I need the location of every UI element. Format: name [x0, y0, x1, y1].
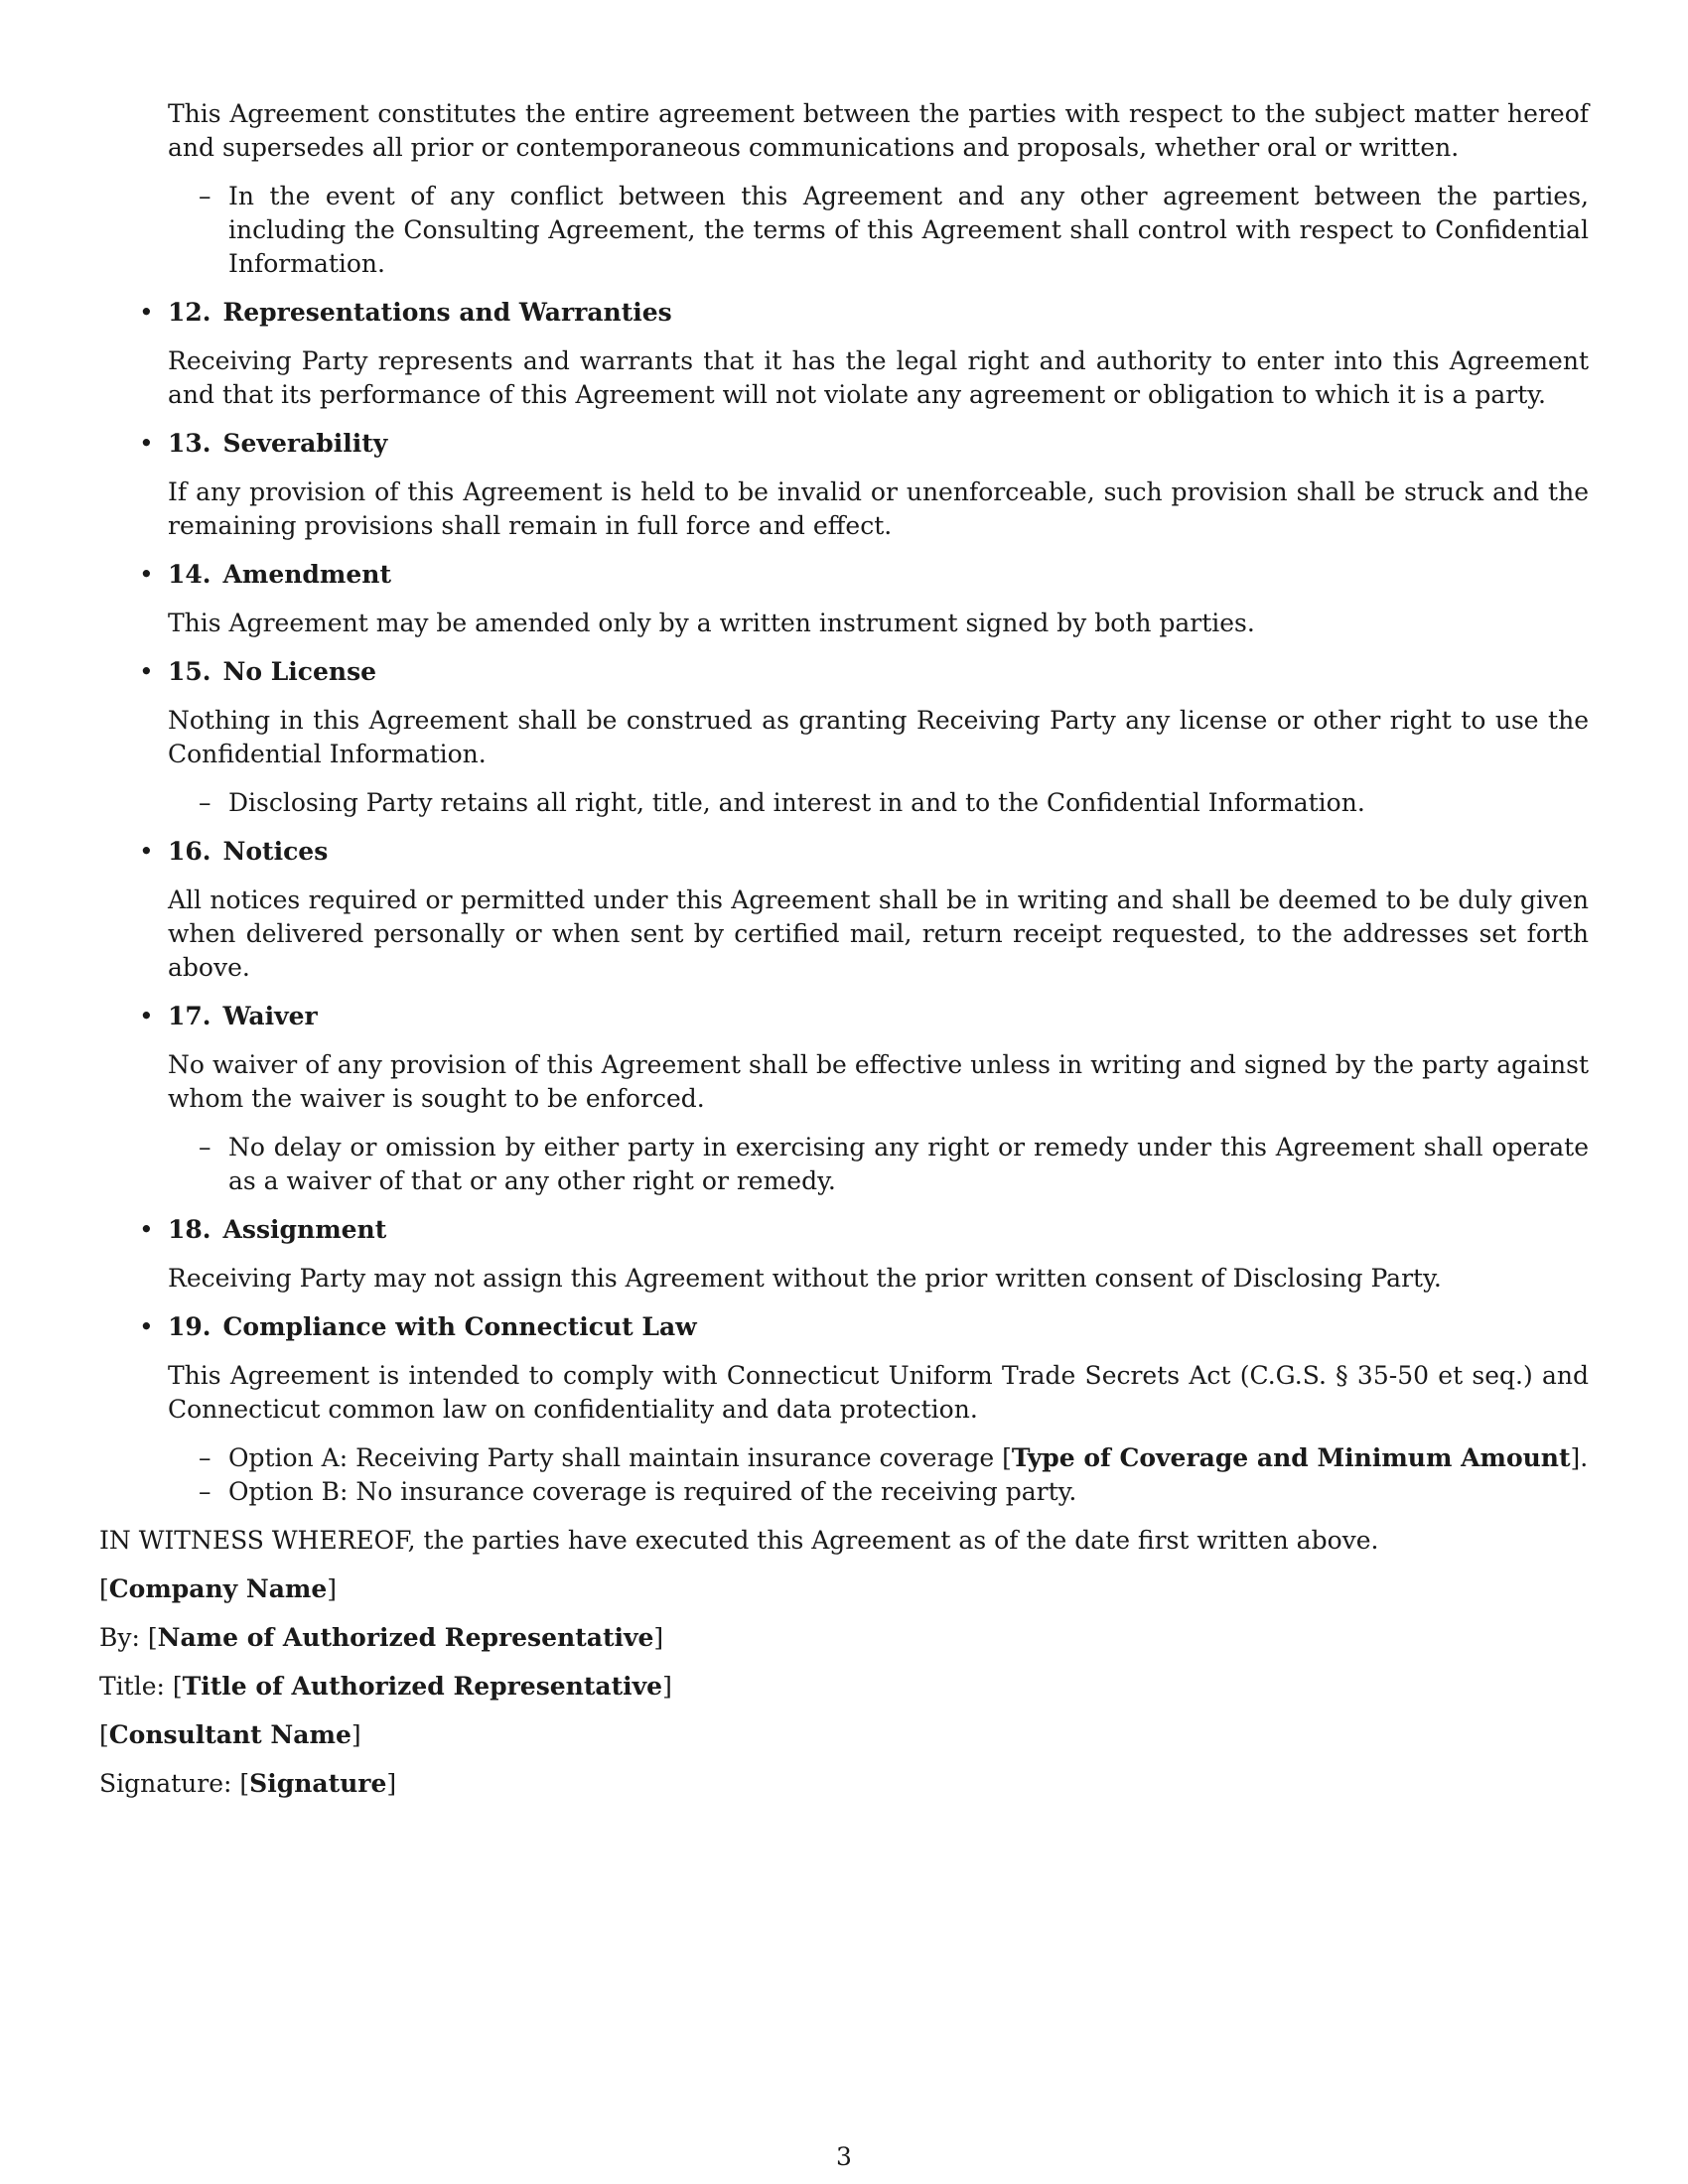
section-19-body: This Agreement is intended to comply with Connecticut Uniform Trade Secrets Act (C.G.S. § 35-50 et seq.) and Connecticut common law on confidentiality and data protection.	[168, 1361, 1589, 1424]
section-19-option-a: – Option A: Receiving Party shall maintain insurance coverage [Type of Coverage and Minimum Amount].	[228, 1441, 1589, 1475]
coverage-field: Type of Coverage and Minimum Amount	[1011, 1443, 1571, 1472]
section-13-body: If any provision of this Agreement is held to be invalid or unenforceable, such provision shall be struck and the remaining provisions shall remain in full force and effect.	[168, 478, 1589, 540]
entire-agreement-paragraph: This Agreement constitutes the entire agreement between the parties with respect to the subject matter hereof and supersedes all prior or contemporaneous communications and proposals, whether oral or written.	[168, 99, 1589, 162]
section-15-subitem: – Disclosing Party retains all right, title, and interest in and to the Confidential Information.	[228, 786, 1589, 820]
bullet-icon: •	[139, 1312, 154, 1341]
witness-clause: IN WITNESS WHEREOF, the parties have executed this Agreement as of the date first written above.	[99, 1526, 1379, 1555]
section-12-heading: • 12. Representations and Warranties	[168, 296, 1589, 330]
bullet-icon: •	[139, 429, 154, 458]
section-17-body: No waiver of any provision of this Agreement shall be effective unless in writing and signed by the party against whom the waiver is sought to be enforced.	[168, 1050, 1589, 1113]
section-17-heading: • 17. Waiver	[168, 1000, 1589, 1033]
bullet-icon: •	[139, 837, 154, 866]
conflict-subitem: – In the event of any conflict between this Agreement and any other agreement between the parties, including the Consulting Agreement, the terms of this Agreement shall control with respect to Confidential Information.	[199, 182, 1589, 278]
section-19-heading: • 19. Compliance with Connecticut Law	[168, 1310, 1589, 1344]
section-14-body: This Agreement may be amended only by a written instrument signed by both parties.	[168, 609, 1255, 637]
document-body	[99, 97, 1589, 1801]
dash-marker: –	[199, 788, 211, 817]
consultant-name-field: [Consultant Name]	[99, 1720, 361, 1749]
page-number: 3	[836, 2142, 852, 2171]
bullet-icon: •	[139, 1215, 154, 1244]
section-17-subitem: – No delay or omission by either party in exercising any right or remedy under this Agreement shall operate as a waiver of that or any other right or remedy.	[199, 1133, 1589, 1195]
bullet-icon: •	[139, 657, 154, 686]
section-12-body: Receiving Party represents and warrants that it has the legal right and authority to enter into this Agreement and that its performance of this Agreement will not violate any agreement or obligation to which it is a party.	[168, 346, 1589, 409]
section-16-heading: • 16. Notices	[168, 835, 1589, 869]
bullet-icon: •	[139, 560, 154, 589]
section-19-option-b: – Option B: No insurance coverage is required of the receiving party.	[228, 1475, 1589, 1509]
dash-marker: –	[199, 1477, 211, 1506]
bullet-icon: •	[139, 1002, 154, 1030]
company-name-field: [Company Name]	[99, 1574, 338, 1603]
section-18-heading: • 18. Assignment	[168, 1213, 1589, 1247]
section-15-heading: • 15. No License	[168, 655, 1589, 689]
section-16-body: All notices required or permitted under this Agreement shall be in writing and shall be deemed to be duly given when delivered personally or when sent by certified mail, return receipt requested, to the addresses set forth above.	[168, 886, 1589, 982]
title-line: Title: [Title of Authorized Representative]	[99, 1672, 672, 1701]
dash-marker: –	[199, 182, 211, 210]
section-15-body: Nothing in this Agreement shall be construed as granting Receiving Party any license or other right to use the Confidential Information.	[168, 706, 1589, 768]
dash-marker: –	[199, 1133, 211, 1161]
section-18-body: Receiving Party may not assign this Agreement without the prior written consent of Disclosing Party.	[168, 1264, 1442, 1293]
signature-line: Signature: [Signature]	[99, 1769, 397, 1798]
section-13-heading: • 13. Severability	[168, 427, 1589, 461]
bullet-icon: •	[139, 298, 154, 327]
by-line: By: [Name of Authorized Representative]	[99, 1623, 664, 1652]
section-14-heading: • 14. Amendment	[168, 558, 1589, 592]
dash-marker: –	[199, 1443, 211, 1472]
